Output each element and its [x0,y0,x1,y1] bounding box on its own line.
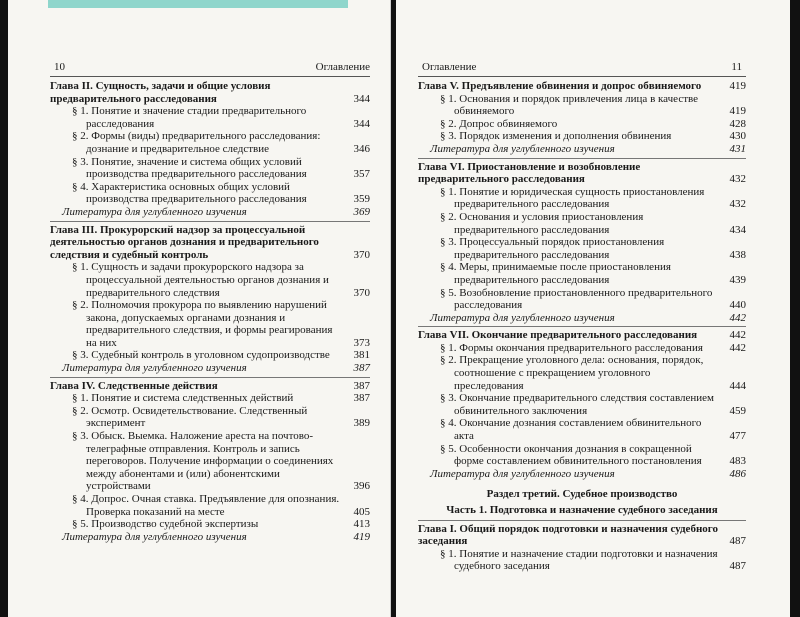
chapter-divider [418,158,746,159]
left-page-running-title: Оглавление [315,61,370,73]
toc-entry-title: Глава V. Предъявление обвинения и допрос обвиняемого [418,80,702,92]
toc-entry-page-number: 346 [353,142,370,155]
toc-entry-title: § 2. Полномочия прокурора по выявлению нарушений закона, допускаемых органами дознания и предварительного следствия, и формы реагирования на них [72,299,333,349]
toc-entry-title: § 5. Особенности окончания дознания в сокращенной форме составлением обвинительного постановления [440,442,702,468]
toc-entry-page-number: 381 [353,349,370,362]
right-page [396,0,790,617]
toc-section-entry [418,186,746,211]
left-page-header [50,58,370,77]
toc-entry-title: Глава IV. Следственные действия [50,379,218,392]
toc-section-entry [50,349,370,362]
toc-chapter-entry [50,224,370,262]
toc-entry-page-number: 419 [729,80,746,92]
toc-section-entry [50,493,370,518]
toc-section-entry [418,236,746,261]
toc-lit-entry [418,468,746,481]
toc-entry-title: § 4. Окончание дознания составлением обвинительного акта [440,417,702,443]
toc-entry-page-number: 487 [729,535,746,548]
toc-entry-page-number: 389 [353,417,370,430]
toc-entry-page-number: 413 [353,518,370,531]
toc-section-entry [418,130,746,143]
left-page-number: 10 [54,61,65,73]
chapter-divider [50,221,370,222]
toc-entry-page-number: 431 [729,142,746,155]
toc-entry-title: § 3. Обыск. Выемка. Наложение ареста на почтово-телеграфные отправления. Контроль и запись переговоров. Получение информации о соединениях между абонентами и (или) абонентскими устройствами [72,430,334,493]
toc-section-entry [50,181,370,206]
toc-entry-page-number: 483 [729,455,746,468]
left-page [8,0,391,617]
toc-entry-title: § 3. Судебный контроль в уголовном судопроизводстве [72,349,330,362]
bookmark-tab [48,0,348,8]
toc-entry-page-number: 370 [353,286,370,299]
toc-entry-page-number: 442 [729,311,746,324]
right-page-header [418,58,746,77]
toc-section-entry [418,261,746,286]
toc-entry-title: § 3. Процессуальный порядок приостановления предварительного расследования [440,236,665,261]
toc-entry-title: § 1. Понятие и значение стадии предварительного расследования [72,105,307,130]
toc-entry-title: Глава VII. Окончание предварительного расследования [418,329,698,342]
toc-entry-page-number: 359 [353,193,370,206]
toc-entry-title: Литература для углубленного изучения [62,205,247,218]
toc-entry-title: § 1. Основания и порядок привлечения лица в качестве обвиняемого [440,92,699,118]
chapter-divider [50,377,370,378]
toc-entry-title: § 4. Допрос. Очная ставка. Предъявление для опознания. Проверка показаний на месте [72,493,340,518]
toc-entry-page-number: 419 [353,530,370,543]
toc-entry-page-number: 370 [353,248,370,261]
toc-entry-title: § 2. Формы (виды) предварительного расследования: дознание и предварительное следствие [72,130,321,155]
toc-chapter-entry [418,523,746,548]
toc-entry-page-number: 439 [729,273,746,286]
right-page-number: 11 [731,61,742,73]
toc-entry-page-number: 373 [353,336,370,349]
toc-section-entry [50,130,370,155]
toc-entry-title: Глава II. Сущность, задачи и общие условия предварительного расследования [50,80,271,105]
toc-entry-title: Глава I. Общий порядок подготовки и назначения судебного заседания [418,522,718,548]
toc-entry-page-number: 357 [353,168,370,181]
toc-entry-title: § 1. Сущность и задачи прокурорского надзора за процессуальной деятельностью органов дознания и предварительного следствия [72,261,329,299]
toc-entry-title: Литература для углубленного изучения [62,362,247,375]
toc-section-entry [50,392,370,405]
toc-entry-page-number: 459 [729,404,746,417]
toc-section-entry [50,261,370,299]
toc-section-entry [418,93,746,118]
toc-section-entry [418,443,746,468]
toc-entry-page-number: 344 [353,117,370,130]
toc-entry-page-number: 432 [729,173,746,186]
toc-entry-title: § 1. Формы окончания предварительного расследования [440,341,703,354]
toc-entry-title: § 3. Понятие, значение и система общих условий производства предварительного расследования [72,155,307,181]
toc-entry-page-number: 396 [353,480,370,493]
toc-chapter-entry [418,161,746,186]
toc-entry-page-number: 419 [729,105,746,118]
toc-entry-page-number: 434 [729,223,746,236]
toc-entry-title: § 4. Характеристика основных общих условий производства предварительного расследования [72,180,307,206]
toc-entry-page-number: 387 [353,392,370,405]
toc-entry-page-number: 432 [729,198,746,211]
toc-entry-page-number: 369 [353,205,370,218]
toc-lit-entry [418,143,746,156]
toc-section-entry [418,354,746,392]
right-table-of-contents [418,80,746,573]
toc-entry-title: § 5. Производство судебной экспертизы [72,518,259,531]
toc-entry-title: § 2. Прекращение уголовного дела: основания, порядок, соотношение с прекращением уголовного преследования [440,354,704,392]
toc-entry-page-number: 442 [729,341,746,354]
toc-chapter-entry [50,380,370,393]
toc-entry-title: § 2. Допрос обвиняемого [440,117,558,130]
toc-section-entry [50,299,370,349]
toc-entry-page-number: 442 [729,329,746,342]
toc-entry-page-number: 440 [729,299,746,312]
toc-part-heading: Раздел третий. Судебное производство [486,488,678,501]
left-table-of-contents [50,80,370,543]
toc-lit-entry [50,531,370,544]
toc-entry-title: Литература для углубленного изучения [62,530,247,543]
toc-lit-entry [50,206,370,219]
toc-section-entry [418,287,746,312]
toc-section-entry [418,211,746,236]
toc-section-entry [418,417,746,442]
toc-section-entry [418,342,746,355]
toc-entry-title: § 3. Порядок изменения и дополнения обвинения [440,130,672,143]
toc-entry-page-number: 405 [353,505,370,518]
toc-entry-title: Литература для углубленного изучения [430,467,615,480]
toc-chapter-entry [418,80,746,93]
toc-entry-title: § 2. Осмотр. Освидетельствование. Следственный эксперимент [72,404,308,430]
toc-entry-title: § 1. Понятие и юридическая сущность приостановления предварительного расследования [440,185,705,211]
toc-entry-title: § 3. Окончание предварительного следствия составлением обвинительного заключения [440,392,714,417]
toc-chapter-entry [50,80,370,105]
toc-section-entry [418,392,746,417]
toc-entry-title: § 1. Понятие и система следственных действий [72,392,294,405]
toc-section-entry [50,405,370,430]
toc-entry-title: § 4. Меры, принимаемые после приостановления предварительного расследования [440,261,671,286]
toc-chapter-entry [418,329,746,342]
toc-entry-title: § 2. Основания и условия приостановления предварительного расследования [440,210,644,236]
toc-entry-title: Литература для углубленного изучения [430,142,615,155]
toc-section-entry [50,105,370,130]
toc-entry-title: Глава VI. Приостановление и возобновление предварительного расследования [418,160,641,186]
toc-entry-page-number: 487 [729,560,746,573]
toc-entry-page-number: 477 [729,430,746,443]
toc-section-entry [418,548,746,573]
toc-entry-page-number: 438 [729,248,746,261]
toc-section-entry [50,156,370,181]
toc-entry-page-number: 387 [353,362,370,375]
toc-entry-page-number: 444 [729,379,746,392]
toc-section-entry [50,430,370,493]
toc-entry-title: § 5. Возобновление приостановленного предварительного расследования [440,286,713,312]
toc-entry-page-number: 486 [729,467,746,480]
toc-lit-entry [50,362,370,375]
toc-entry-title: § 1. Понятие и назначение стадии подготовки и назначения судебного заседания [440,547,718,573]
toc-entry-page-number: 387 [353,379,370,392]
toc-section-entry [50,518,370,531]
toc-entry-page-number: 428 [729,117,746,130]
toc-entry-title: Глава III. Прокурорский надзор за процессуальной деятельностью органов дознания и предварительного следствия и судебный контроль [50,223,319,261]
toc-subpart-heading: Часть 1. Подготовка и назначение судебного заседания [446,504,718,516]
toc-lit-entry [418,312,746,325]
right-page-running-title: Оглавление [422,61,477,73]
toc-entry-page-number: 430 [729,130,746,143]
chapter-divider [418,326,746,327]
toc-section-entry [418,118,746,131]
chapter-divider [418,520,746,521]
toc-entry-title: Литература для углубленного изучения [430,311,615,324]
toc-entry-page-number: 344 [353,92,370,105]
